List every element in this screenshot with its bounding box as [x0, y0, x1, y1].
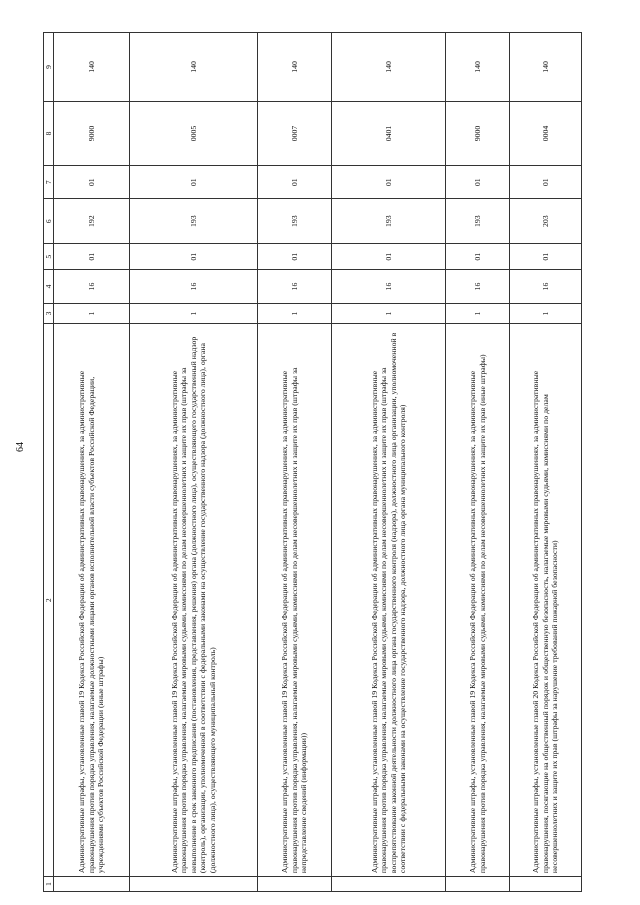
cell-col7: 01 [510, 166, 582, 199]
cell-col4: 16 [130, 270, 258, 303]
header-cell: 8 [44, 101, 54, 165]
cell-col5: 01 [54, 244, 130, 270]
cell-col4: 16 [54, 270, 130, 303]
cell-col8: 0004 [510, 101, 582, 165]
cell-col5: 01 [130, 244, 258, 270]
cell-description: Административные штрафы, установленные главой 19 Кодекса Российской Федерации об административных правонарушениях, за административные правонарушения против порядка управления, налагаемые мировыми судьями, комиссиями по делам несовершеннолетних и защите их прав (иные штрафы) [446, 324, 510, 877]
cell-col1 [130, 877, 258, 892]
cell-col3: 1 [258, 303, 332, 324]
cell-description: Административные штрафы, установленные главой 19 Кодекса Российской Федерации об административных правонарушениях, за административные правонарушения против порядка управления, налагаемые мировыми судьями, комиссиями по делам несовершеннолетних и защите их прав (штрафы за непредставление сведений (информации)) [258, 324, 332, 877]
cell-col9: 140 [446, 33, 510, 102]
cell-col1 [446, 877, 510, 892]
header-cell: 7 [44, 166, 54, 199]
cell-description: Административные штрафы, установленные главой 19 Кодекса Российской Федерации об административных правонарушениях, за административные правонарушения против порядка управления, налагаемые должностными лицами органов исполнительной власти субъектов Российской Федерации, учреждениями субъектов Российской Федерации (иные штрафы) [54, 324, 130, 877]
cell-col1 [332, 877, 446, 892]
cell-col6: 193 [258, 199, 332, 244]
table-row [130, 33, 258, 892]
cell-col8: 9000 [446, 101, 510, 165]
table-header-row [44, 33, 54, 892]
cell-col6: 193 [130, 199, 258, 244]
cell-col5: 01 [510, 244, 582, 270]
table-row [332, 33, 446, 892]
table-row [54, 33, 130, 892]
cell-col7: 01 [258, 166, 332, 199]
cell-col8: 9000 [54, 101, 130, 165]
cell-col7: 01 [54, 166, 130, 199]
cell-col6: 193 [332, 199, 446, 244]
cell-col3: 1 [510, 303, 582, 324]
cell-col1 [258, 877, 332, 892]
cell-col4: 16 [258, 270, 332, 303]
header-cell: 9 [44, 33, 54, 102]
cell-col5: 01 [258, 244, 332, 270]
budget-codes-table [43, 32, 582, 892]
cell-col4: 16 [510, 270, 582, 303]
cell-col6: 192 [54, 199, 130, 244]
header-cell: 2 [44, 324, 54, 877]
cell-col3: 1 [130, 303, 258, 324]
cell-col1 [54, 877, 130, 892]
cell-col3: 1 [446, 303, 510, 324]
cell-description: Административные штрафы, установленные главой 19 Кодекса Российской Федерации об административных правонарушениях, за административные правонарушения против порядка управления, налагаемые мировыми судьями, комиссиями по делам несовершеннолетних и защите их прав (штрафы за воспрепятствование законной деятельности должностного лица органа государственного контроля (надзора), должностного лица организации, уполномоченной в соответствии с федеральными законами на осуществление государственного надзора, должностного лица органа муниципального контроля) [332, 324, 446, 877]
cell-col3: 1 [332, 303, 446, 324]
cell-col9: 140 [510, 33, 582, 102]
header-cell: 6 [44, 199, 54, 244]
header-cell: 4 [44, 270, 54, 303]
table-row [258, 33, 332, 892]
cell-col4: 16 [332, 270, 446, 303]
cell-col4: 16 [446, 270, 510, 303]
cell-col3: 1 [54, 303, 130, 324]
cell-col9: 140 [130, 33, 258, 102]
cell-description: Административные штрафы, установленные главой 19 Кодекса Российской Федерации об административных правонарушениях, за административные правонарушения против порядка управления, налагаемые мировыми судьями, комиссиями по делам несовершеннолетних и защите их прав (штрафы за невыполнение в срок законного предписания (постановления, представления, решения) органа (должностного лица), осуществляющего государственный надзор (контроль), организации, уполномоченной в соответствии с федеральными законами на осуществление государственного надзора (должностного лица), органа (должностного лица), осуществляющего муниципальный контроль) [130, 324, 258, 877]
cell-col5: 01 [332, 244, 446, 270]
table-row [510, 33, 582, 892]
header-cell: 3 [44, 303, 54, 324]
cell-col1 [510, 877, 582, 892]
header-cell: 5 [44, 244, 54, 270]
cell-col5: 01 [446, 244, 510, 270]
cell-col7: 01 [130, 166, 258, 199]
cell-col7: 01 [332, 166, 446, 199]
cell-col8: 0007 [258, 101, 332, 165]
cell-col8: 0401 [332, 101, 446, 165]
table-row [446, 33, 510, 892]
header-cell: 1 [44, 877, 54, 892]
cell-col9: 140 [332, 33, 446, 102]
cell-col6: 193 [446, 199, 510, 244]
cell-col6: 203 [510, 199, 582, 244]
cell-col7: 01 [446, 166, 510, 199]
cell-col9: 140 [54, 33, 130, 102]
cell-col9: 140 [258, 33, 332, 102]
budget-codes-table-container [43, 32, 575, 892]
cell-description: Административные штрафы, установленные главой 20 Кодекса Российской Федерации об административных правонарушениях, за административные правонарушения, посягающие на общественный порядок и общественную безопасность, налагаемые мировыми судьями, комиссиями по делам несовершеннолетних и защите их прав (штрафы за нарушение требований пожарной безопасности) [510, 324, 582, 877]
page-number: 64 [15, 442, 26, 452]
cell-col8: 0005 [130, 101, 258, 165]
